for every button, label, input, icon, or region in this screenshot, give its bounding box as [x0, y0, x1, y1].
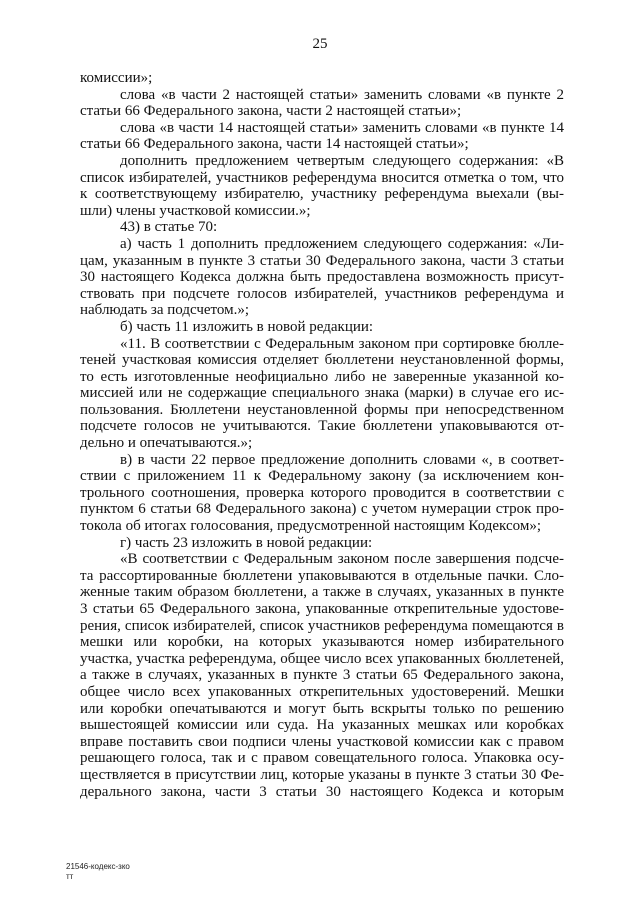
text-line: комиссии»;	[80, 70, 153, 86]
text-line: слова «в части 14 настоящей статьи» заменить словами «в пункте 14	[120, 119, 564, 136]
text-line: та рассортированные бюллетени упаковываются в отдельные пачки. Сло-	[80, 567, 564, 584]
text-line: статьи 66 Федерального закона, части 14 настоящей статьи»;	[80, 136, 469, 153]
text-line: или коробки опечатываются и могут быть вскрыты только по решению	[80, 700, 564, 717]
text-line: б) часть 11 изложить в новой редакции:	[120, 318, 374, 335]
text-line: общее число всех упакованных открепительных удостоверений. Мешки	[80, 683, 564, 700]
text-line: «В соответствии с Федеральным законом после завершения подсче-	[120, 551, 564, 568]
text-line: трольного соотношения, проверка которого проводится в соответствии с	[80, 484, 564, 501]
text-line: наблюдать за подсчетом.»;	[80, 302, 250, 319]
text-line: дельно и опечатываются.»;	[80, 435, 253, 452]
text-line: слова «в части 2 настоящей статьи» заменить словами «в пункте 2	[120, 86, 564, 103]
text-line: дерального закона, части 3 статьи 30 настоящего Кодекса и которым	[80, 783, 564, 800]
text-line: участка, участка референдума, общее число всех упакованных бюллетеней,	[80, 650, 564, 667]
text-line: список избирателей, участников референдума вносится отметка о том, что	[80, 169, 564, 186]
text-line: токола об итогах голосования, предусмотренной настоящим Кодексом»;	[80, 518, 541, 535]
text-line: 30 настоящего Кодекса должна быть предоставлена возможность присут-	[80, 269, 564, 286]
text-line: цам, указанным в пункте 3 статьи 30 Федерального закона, части 3 статьи	[80, 252, 564, 269]
text-line: подсчете голосов не учитываются. Такие бюллетени упаковываются от-	[80, 418, 564, 435]
text-line: ществляется в присутствии лиц, которые указаны в пункте 3 статьи 30 Фе-	[80, 766, 564, 783]
text-line: решающего голоса, так и с правом совещательного голоса. Упаковка осу-	[80, 750, 564, 767]
footer-document-code: 21546-кодекс-зко	[66, 862, 130, 871]
text-line: 3 статьи 65 Федерального закона, упакованные открепительные удостове-	[80, 601, 564, 617]
text-line: то есть изготовленные неофициально либо не заверенные указанной ко-	[80, 368, 564, 385]
text-line: пользования. Бюллетени неустановленной формы при непосредственном	[80, 401, 564, 418]
text-line: женные таким образом бюллетени, а также в случаях, указанных в пункте	[80, 584, 564, 601]
text-line: шли) члены участковой комиссии.»;	[80, 202, 311, 219]
text-line: а) часть 1 дополнить предложением следующего содержания: «Ли-	[120, 235, 564, 252]
text-line: к соответствующему избирателю, участнику референдума выехали (вы-	[80, 186, 564, 203]
text-line: статьи 66 Федерального закона, части 2 настоящей статьи»;	[80, 103, 462, 120]
text-line: г) часть 23 изложить в новой редакции:	[120, 534, 373, 551]
footer-initials: тт	[66, 872, 74, 881]
text-line: вышестоящей комиссии или суда. На указанных мешках или коробках	[80, 717, 564, 734]
text-line: в) в части 22 первое предложение дополнить словами «, в соответ-	[120, 451, 564, 468]
text-line: вправе поставить свои подписи члены участковой комиссии как с правом	[80, 733, 564, 750]
text-line: рения, список избирателей, список участников референдума помещаются в	[80, 617, 564, 634]
body-text	[80, 70, 564, 800]
text-line: теней участковая комиссия отделяет бюллетени неустановленной формы,	[80, 352, 564, 369]
text-line: пунктом 6 статьи 68 Федерального закона) с учетом нумерации строк про-	[80, 501, 564, 518]
text-line: дополнить предложением четвертым следующего содержания: «В	[120, 152, 564, 169]
text-line: ствии с приложением 11 к Федеральному закону (за исключением кон-	[80, 468, 564, 485]
text-line: миссией или не содержащие специального знака (марки) в случае его ис-	[80, 385, 564, 402]
text-line: ствовать при подсчете голосов избирателей, участников референдума и	[80, 285, 564, 302]
text-line: 43) в статье 70:	[120, 219, 218, 236]
text-line: а также в случаях, указанных в пункте 3 статьи 65 Федерального закона,	[80, 667, 564, 684]
text-line: «11. В соответствии с Федеральным законом при сортировке бюлле-	[120, 335, 564, 352]
text-line: мешки или коробки, на которых указываются номер избирательного	[80, 634, 564, 651]
footer	[66, 862, 130, 882]
page-number: 25	[312, 36, 328, 52]
